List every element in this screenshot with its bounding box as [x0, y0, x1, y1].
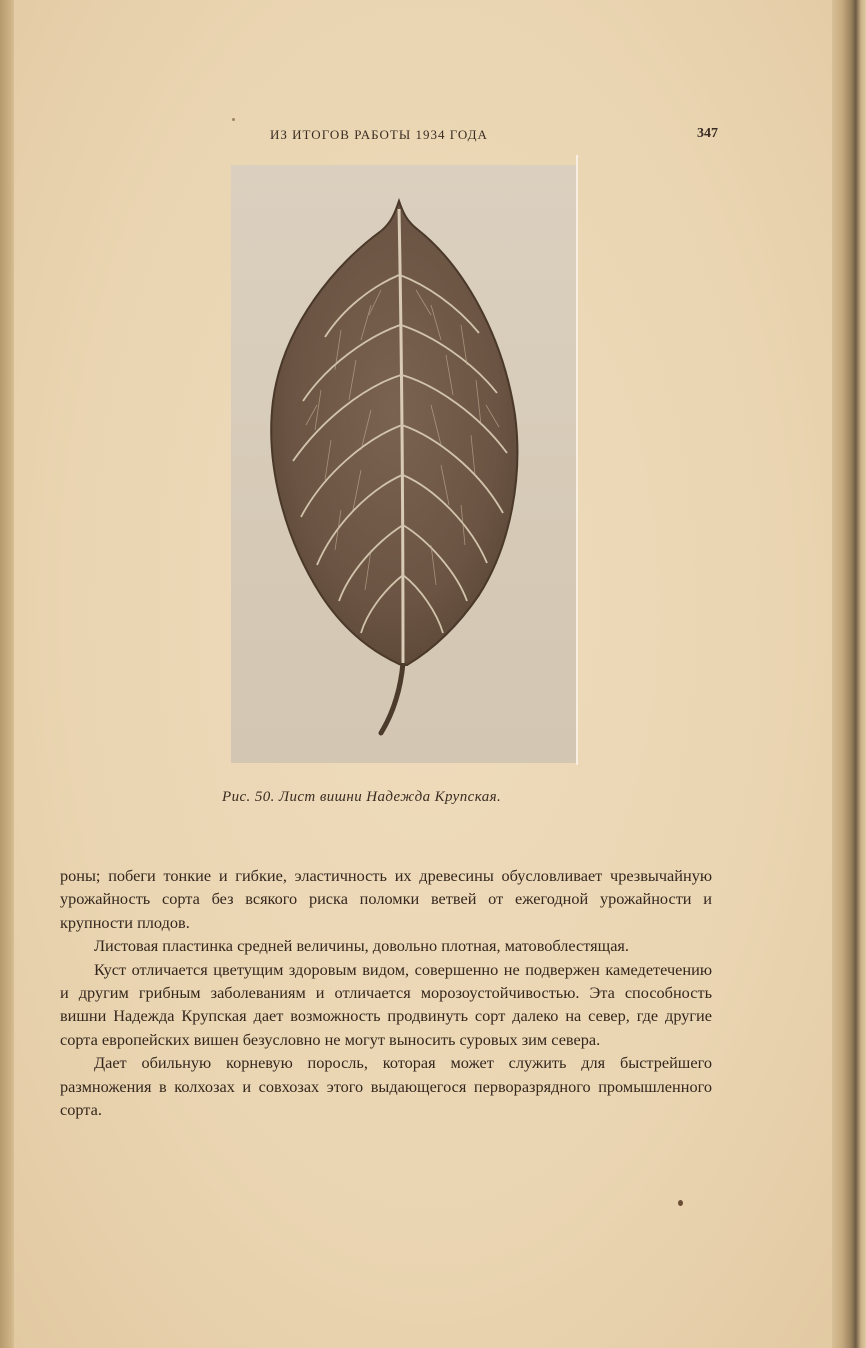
paragraph-3: Куст отличается цветущим здоровым видом, совершенно не подвержен камедетечению и другим грибным заболеваниям и отличается морозоустойчивостью. Эта способность вишни Надежда Крупская дает возможность продвинуть сорт далеко на север, где другие сорта европейских вишен безусловно не могут выносить суровых зим севера.: [60, 959, 712, 1049]
figure-caption: Рис. 50. Лист вишни Надежда Крупская.: [222, 789, 502, 805]
page-edge-shadow: [832, 0, 866, 1348]
page-number: 347: [697, 126, 718, 141]
paragraph-1: роны; побеги тонкие и гибкие, эластичность их древесины обусловливает чрезвычайную урожайность сорта без всякого риска поломки ветвей от ежегодной урожайности и крупности плодов.: [60, 866, 712, 932]
cherry-leaf-photo-icon: [231, 165, 577, 763]
paragraph-2: Листовая пластинка средней величины, довольно плотная, матовоблестящая.: [94, 936, 629, 956]
ink-speck: [232, 118, 235, 121]
running-title: ИЗ ИТОГОВ РАБОТЫ 1934 ГОДА: [270, 127, 488, 142]
ink-speck: [678, 1200, 683, 1206]
figure-highlight-edge: [576, 155, 578, 765]
figure-plate: [231, 165, 577, 763]
paragraph-4: Дает обильную корневую поросль, которая может служить для быстрейшего размножения в колхозах и совхозах этого выдающегося перворазрядного промышленного сорта.: [60, 1053, 712, 1120]
body-text: [60, 864, 712, 1121]
